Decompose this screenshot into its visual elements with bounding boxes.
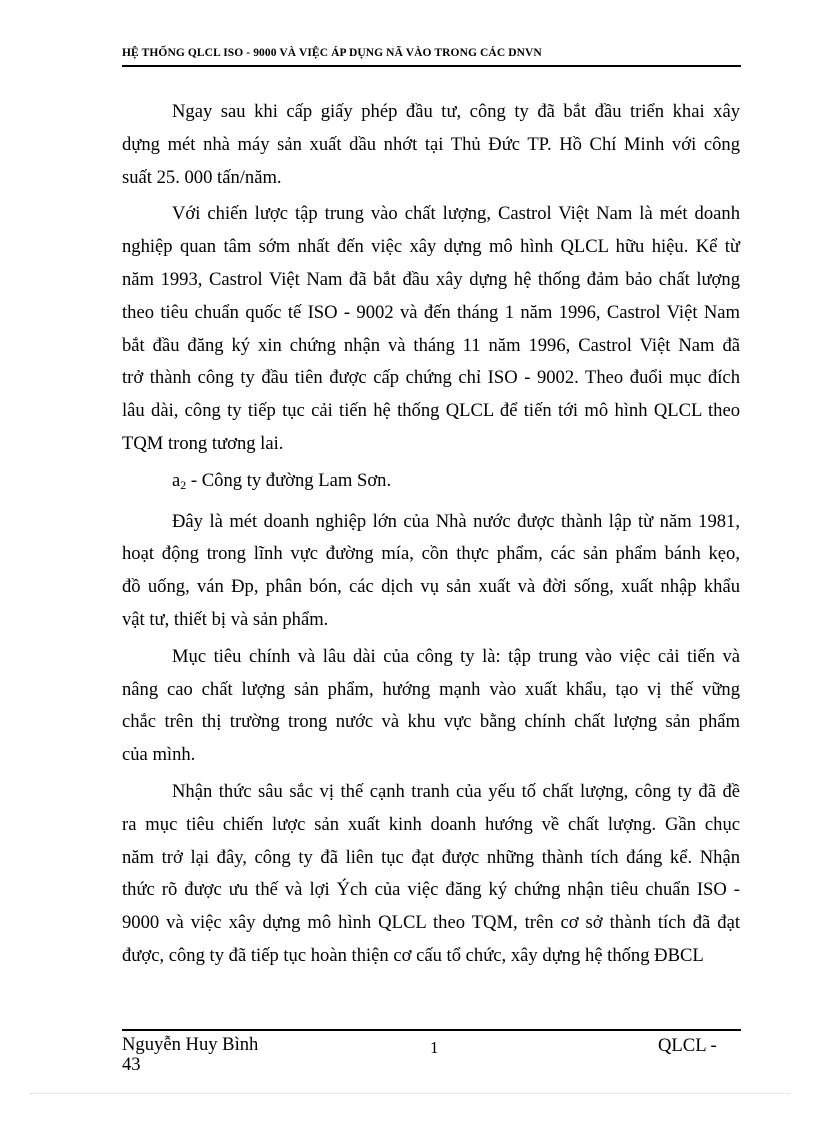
paragraph <box>122 506 740 637</box>
text-line: dựng mét nhà máy sản xuất dầu nhớt tại Thủ Đức TP. Hồ Chí Minh với công <box>122 133 740 155</box>
text-line: ra mục tiêu chiến lược sản xuất kinh doanh hướng về chất lượng. Gần chục <box>122 813 740 835</box>
paragraph <box>122 198 740 460</box>
footer-divider <box>122 1029 741 1031</box>
footer-author-number: 43 <box>122 1054 141 1075</box>
text-line: suất 25. 000 tấn/năm. <box>122 166 282 188</box>
footer-course: QLCL - <box>658 1035 717 1056</box>
text-line: Ngay sau khi cấp giấy phép đầu tư, công ty đã bắt đầu triển khai xây <box>172 101 740 122</box>
text-line: 9000 và việc xây dựng mô hình QLCL theo TQM, trên cơ sở thành tích đã đạt <box>122 912 740 934</box>
page-bottom-dotted-border <box>30 1093 790 1094</box>
paragraph <box>122 96 740 194</box>
text-line: lâu dài, công ty tiếp tục cải tiến hệ thống QLCL để tiến tới mô hình QLCL theo <box>122 400 740 422</box>
document-body <box>122 96 740 973</box>
text-line: Với chiến lược tập trung vào chất lượng, Castrol Việt Nam là mét doanh <box>172 203 740 225</box>
subheading-subscript: 2 <box>180 477 187 492</box>
text-line: theo tiêu chuẩn quốc tế ISO - 9002 và đến tháng 1 năm 1996, Castrol Việt Nam <box>122 301 740 323</box>
text-line: của mình. <box>122 744 196 766</box>
text-line: Đây là mét doanh nghiệp lớn của Nhà nước được thành lập từ năm 1981, <box>172 510 740 532</box>
running-header: HỆ THỐNG QLCL ISO - 9000 VÀ VIỆC ÁP DỤNG NÃ VÀO TRONG CÁC DNVN <box>122 47 542 59</box>
subheading-prefix: a <box>172 469 181 491</box>
text-line: bắt đầu đăng ký xin chứng nhận và tháng 11 năm 1996, Castrol Việt Nam đã <box>122 334 740 356</box>
text-line: Mục tiêu chính và lâu dài của công ty là: tập trung vào việc cải tiến và <box>172 645 740 667</box>
text-line: trở thành công ty đầu tiên được cấp chứng chỉ ISO - 9002. Theo đuổi mục đích <box>122 367 740 389</box>
text-line: hoạt động trong lĩnh vực đường mía, cồn thực phẩm, các sản phẩm bánh kẹo, <box>122 543 740 565</box>
page-number: 1 <box>430 1038 439 1057</box>
text-line: đồ uống, ván Ðp, phân bón, các dịch vụ sản xuất và đời sống, xuất nhập khẩu <box>122 576 740 598</box>
text-line: năm 1993, Castrol Việt Nam đã bắt đầu xây dựng hệ thống đảm bảo chất lượng <box>122 268 740 290</box>
text-line: được, công ty đã tiếp tục hoàn thiện cơ cấu tổ chức, xây dựng hệ thống ĐBCL <box>122 944 704 966</box>
text-line: Nhận thức sâu sắc vị thế cạnh tranh của yếu tố chất lượng, công ty đã đề <box>172 780 740 802</box>
paragraph <box>122 776 740 973</box>
text-line: TQM trong tương lai. <box>122 432 284 454</box>
subheading-text: - Công ty đường Lam Sơn. <box>186 469 392 491</box>
text-line: nâng cao chất lượng sản phẩm, hướng mạnh vào xuất khẩu, tạo vị thế vững <box>122 678 740 700</box>
text-line: thức rõ được ưu thế và lợi Ých của việc đăng ký chứng nhận tiêu chuẩn ISO - <box>122 879 740 901</box>
text-line: chắc trên thị trường trong nước và khu vực bằng chính chất lượng sản phẩm <box>122 711 740 733</box>
text-line: năm trở lại đây, công ty đã liên tục đạt được những thành tích đáng kể. Nhận <box>122 846 740 868</box>
paragraph <box>122 641 740 772</box>
text-line: nghiệp quan tâm sớm nhất đến việc xây dựng mô hình QLCL hữu hiệu. Kể từ <box>122 236 740 258</box>
footer-author-name: Nguyễn Huy Bình <box>122 1034 259 1055</box>
header-divider <box>122 65 741 67</box>
text-line: vật tư, thiết bị và sản phẩm. <box>122 608 329 630</box>
footer-author <box>122 1035 258 1075</box>
section-subheading <box>122 465 740 502</box>
